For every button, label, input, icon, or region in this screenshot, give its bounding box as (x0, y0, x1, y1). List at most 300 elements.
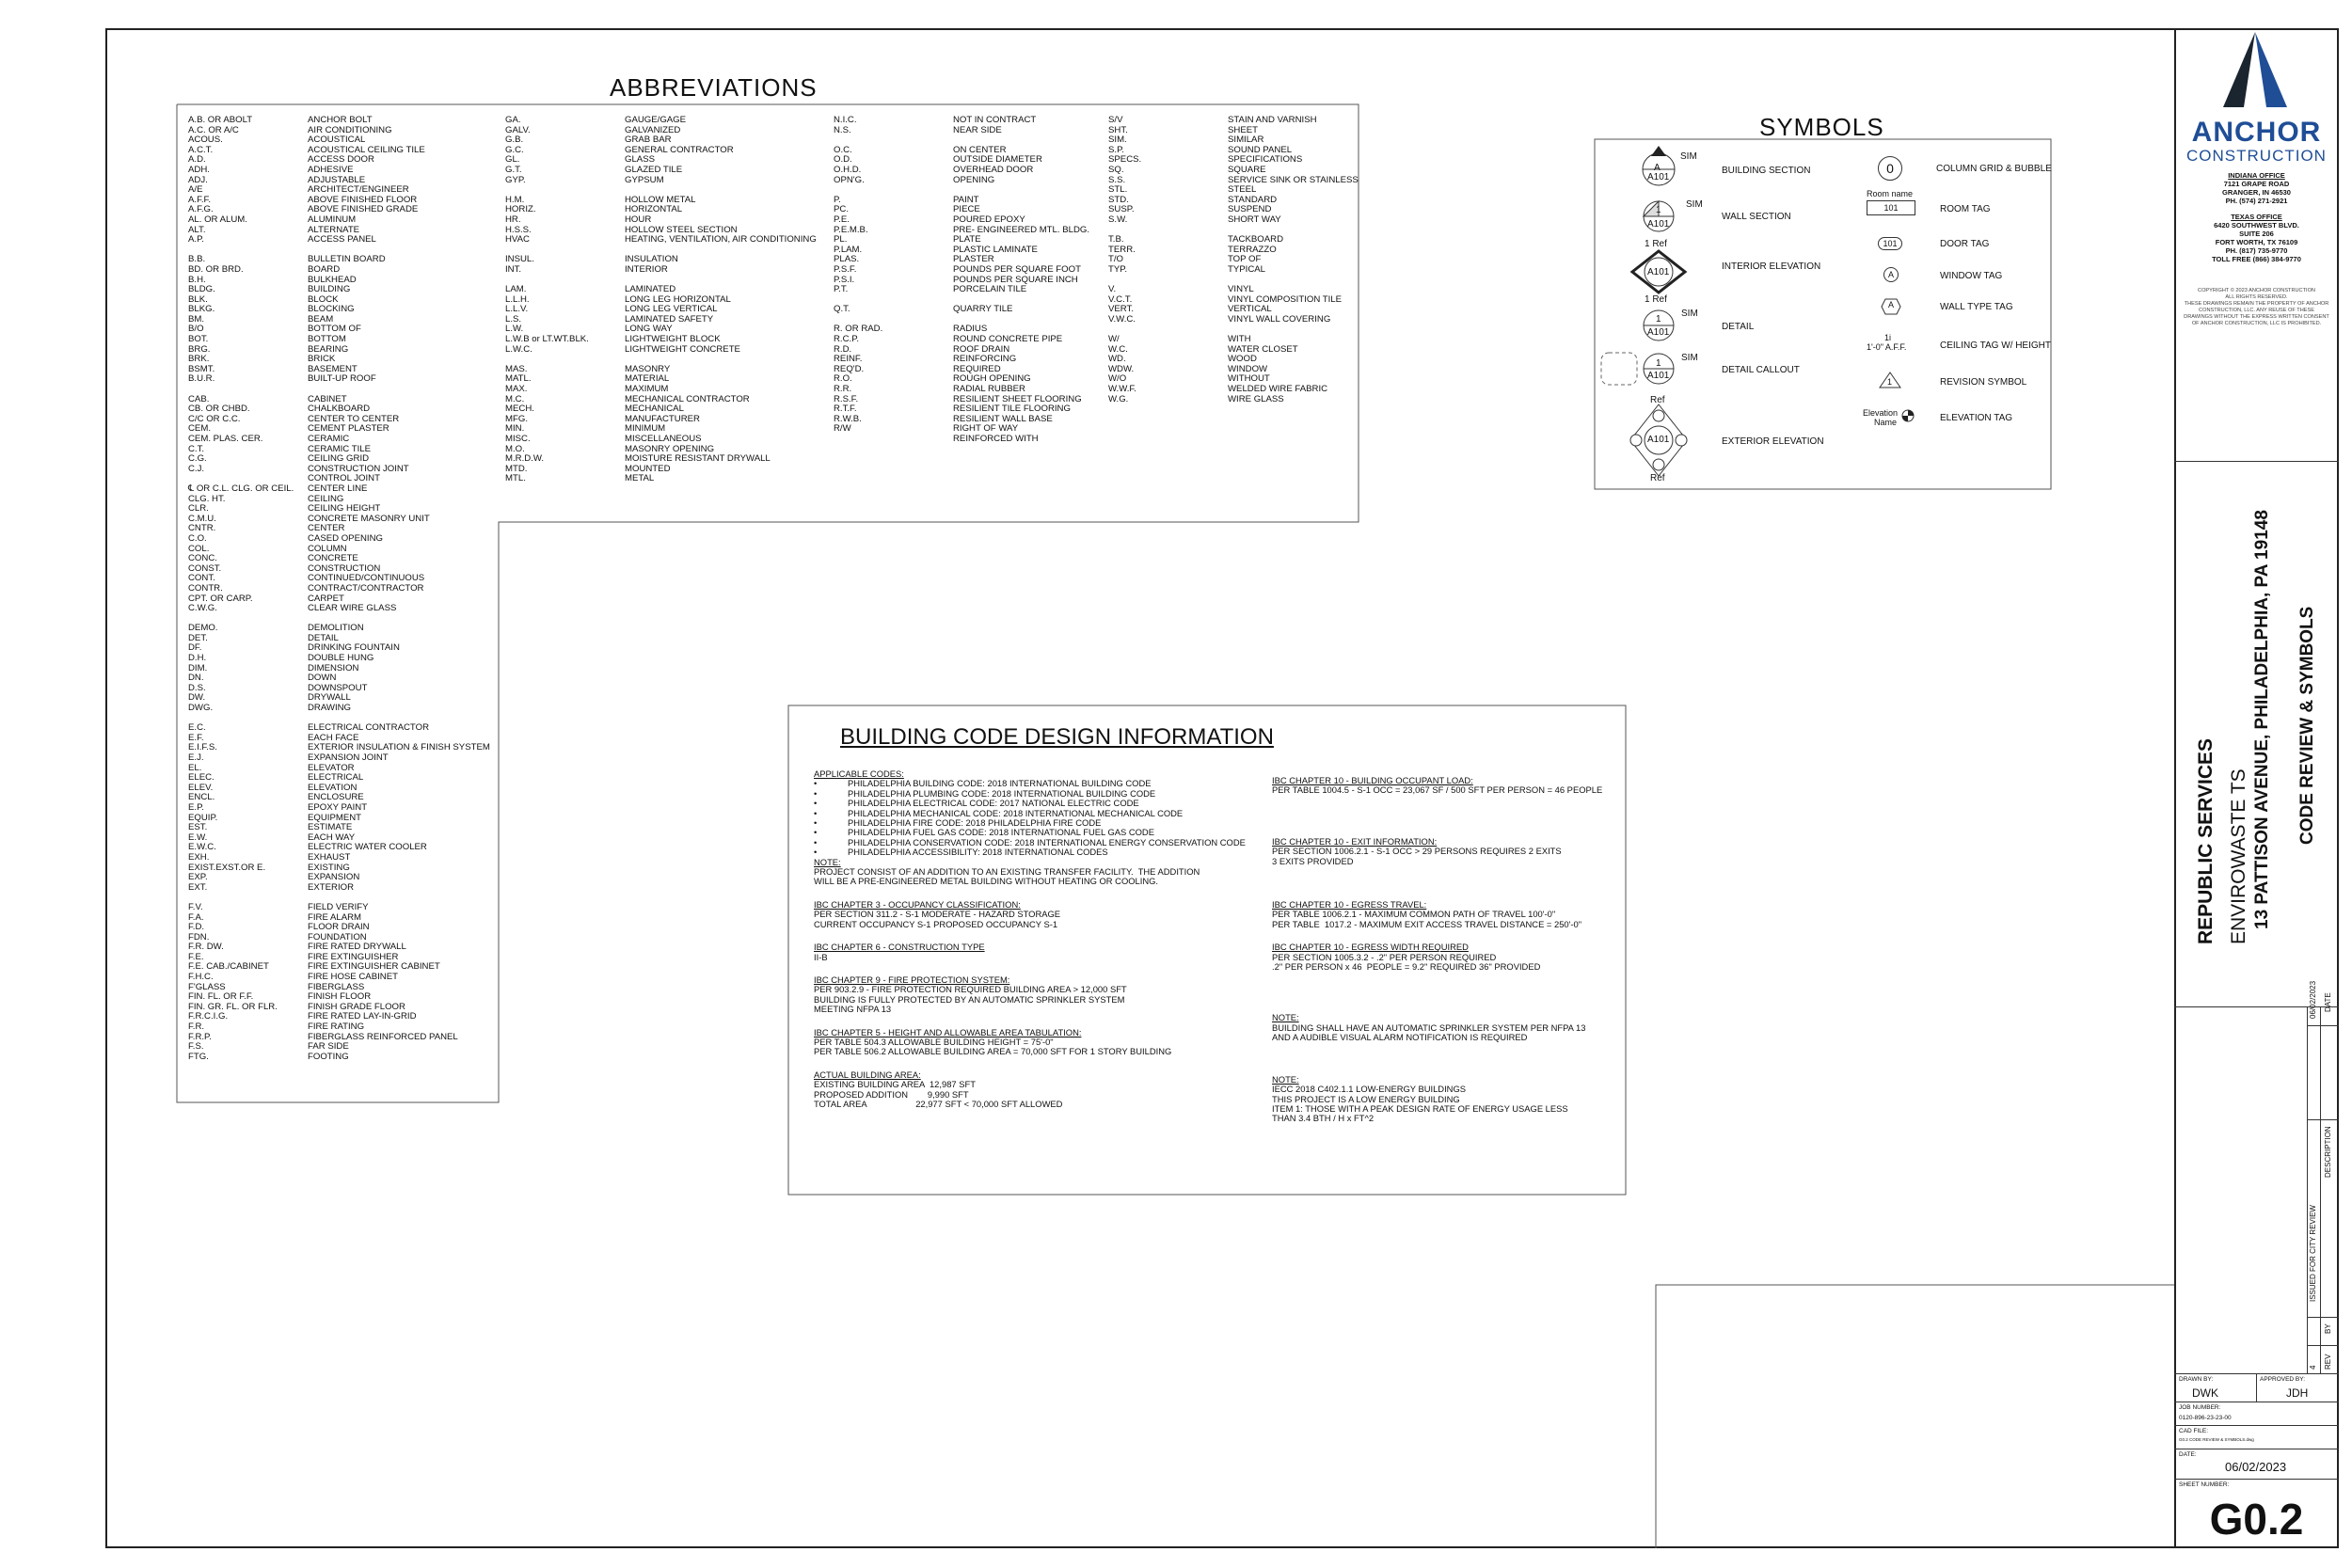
dc-tag-top: 1 (1656, 358, 1661, 369)
project-address: 13 PATTISON AVENUE, PHILADELPHIA, PA 19148 (2252, 510, 2272, 929)
abbreviation-entry: LONG WAY (625, 324, 673, 335)
abbreviation-entry: FIN. FL. OR F.F. (188, 991, 254, 1003)
abbreviation-entry: HORIZ. (505, 204, 536, 215)
abbreviation-entry: D.S. (188, 682, 206, 693)
abbreviation-entry: NEAR SIDE (953, 124, 1002, 135)
abbreviation-entry: E.F. (188, 732, 204, 743)
abbr-col3-codes (834, 116, 882, 435)
abbreviation-entry: EXISTING (308, 862, 350, 873)
abbreviation-entry: R.R. (834, 384, 852, 395)
detail-label: DETAIL (1722, 322, 1755, 332)
abbreviation-entry: BLDG. (188, 284, 215, 295)
abbreviation-entry: FTG. (188, 1051, 209, 1062)
texas-line: TOLL FREE (866) 384-9770 (2212, 255, 2301, 263)
abbreviation-entry: DRYWALL (308, 692, 351, 704)
abbreviation-entry: FINISH FLOOR (308, 991, 372, 1003)
abbreviation-entry: F.R. DW. (188, 942, 224, 953)
abbreviation-entry: B.U.R. (188, 373, 215, 385)
abbreviation-entry: CONC. (188, 553, 217, 564)
abbreviation-entry: ADJUSTABLE (308, 174, 366, 185)
abbreviation-entry: EXTERIOR (308, 881, 355, 893)
project-name: ENVIROWASTE TS (2228, 768, 2249, 944)
abbreviation-entry: L.W.C. (505, 343, 532, 355)
detail-callout-label: DETAIL CALLOUT (1722, 365, 1800, 375)
abbreviation-entry: MATERIAL (625, 373, 670, 385)
abbreviation-entry: EQUIP. (188, 812, 218, 823)
abbreviation-entry: MISC. (505, 434, 531, 444)
abbreviation-entry: W/ (1108, 334, 1120, 345)
abbreviation-entry: CONSTRUCTION JOINT (308, 463, 409, 474)
abbreviation-entry: V.W.C. (1108, 313, 1136, 325)
code-line: PHILADELPHIA ACCESSIBILITY: 2018 INTERNATIONAL CODES (848, 847, 1108, 858)
abbreviation-entry: HEATING, VENTILATION, AIR CONDITIONING (625, 234, 817, 245)
abbreviation-entry: REQ'D. (834, 363, 865, 374)
abbreviation-entry: FIRE ALARM (308, 911, 362, 923)
abbreviation-entry: POURED EPOXY (953, 214, 1025, 225)
rev-header-by: BY (2324, 1323, 2332, 1334)
drawn-by-label: DRAWN BY: (2179, 1376, 2214, 1383)
abbreviation-entry: SIM. (1108, 135, 1127, 146)
abbreviation-entry: P.S.F. (834, 263, 857, 275)
abbreviation-entry: F.E. CAB./CABINET (188, 961, 269, 973)
abbreviation-entry: ABOVE FINISHED FLOOR (308, 194, 418, 205)
abbreviation-entry: CABINET (308, 393, 347, 404)
abbreviation-entry: FLOOR DRAIN (308, 922, 370, 933)
spacer (1272, 866, 1611, 900)
code-line: PROJECT CONSIST OF AN ADDITION TO AN EXISTING TRANSFER FACILITY. THE ADDITION (814, 866, 1200, 878)
abbreviation-entry: GA. (505, 115, 521, 125)
abbreviation-entry: F.R. (188, 1022, 205, 1033)
abbreviation-entry: BOTTOM (308, 334, 346, 345)
abbreviation-entry: D.H. (188, 653, 207, 664)
abbreviation-entry: F.R.C.I.G. (188, 1011, 229, 1022)
abbreviation-entry: LAMINATED (625, 284, 676, 295)
dc-sim: SIM (1681, 353, 1698, 363)
abbreviation-entry: MFG. (505, 413, 528, 424)
code-section-heading: IBC CHAPTER 10 - EXIT INFORMATION: (1272, 835, 1438, 847)
abbreviation-entry: RADIAL RUBBER (953, 384, 1025, 395)
ie-ref-bottom: 1 Ref (1645, 294, 1667, 305)
abbreviation-entry: BULKHEAD (308, 274, 357, 285)
abbreviation-entry: ADJ. (188, 174, 208, 185)
abbreviation-entry: R.D. (834, 343, 852, 355)
spacer (814, 1057, 1256, 1070)
abbreviation-entry: CERAMIC TILE (308, 443, 371, 454)
abbreviation-entry: F.E. (188, 951, 204, 962)
abbreviation-entry: REINFORCING (953, 354, 1017, 365)
abbreviation-entry: ROOF DRAIN (953, 343, 1010, 355)
bs-sim: SIM (1680, 151, 1697, 162)
code-line: CURRENT OCCUPANCY S-1 PROPOSED OCCUPANCY S-1 (814, 918, 1058, 929)
abbreviation-entry: ELECTRICAL (308, 772, 364, 784)
code-line: PER 903.2.9 - FIRE PROTECTION REQUIRED BUILDING AREA > 12,000 SFT (814, 984, 1127, 995)
abbreviation-entry: C/C OR C.C. (188, 413, 241, 424)
code-section-heading: IBC CHAPTER 9 - FIRE PROTECTION SYSTEM: (814, 974, 1010, 985)
abbreviation-entry: HORIZONTAL (625, 204, 683, 215)
code-line: PHILADELPHIA CONSERVATION CODE: 2018 INTERNATIONAL ENERGY CONSERVATION CODE (848, 836, 1246, 847)
abbreviation-entry: B/O (188, 324, 204, 335)
abbreviation-entry: DOUBLE HUNG (308, 653, 374, 664)
bullet-icon: • (814, 827, 818, 838)
sheet-number-label: SHEET NUMBER: (2179, 1481, 2230, 1488)
tb-divider (2174, 1479, 2339, 1480)
code-line: PER TABLE 1017.2 - MAXIMUM EXIT ACCESS TRAVEL DISTANCE = 250'-0" (1272, 918, 1582, 929)
abbreviation-entry: ACCESS DOOR (308, 154, 374, 166)
abbreviation-entry: RESILIENT TILE FLOORING (953, 404, 1071, 415)
room-tag-label: ROOM TAG (1940, 204, 1991, 214)
abbreviation-entry: CONST. (188, 562, 222, 574)
date-label: DATE: (2179, 1451, 2197, 1458)
elevation-tag-icon (1900, 408, 1915, 423)
abbreviation-entry: CEM. PLAS. CER. (188, 434, 263, 444)
abbreviation-entry: A.F.F. (188, 194, 211, 205)
abbreviation-entry: INSULATION (625, 254, 678, 265)
abbreviation-entry: CEM. (188, 423, 211, 435)
abbreviation-entry: TYPICAL (1228, 263, 1265, 275)
code-line: PER TABLE 1006.2.1 - MAXIMUM COMMON PATH OF TRAVEL 100'-0" (1272, 909, 1556, 920)
code-section-heading: IBC CHAPTER 5 - HEIGHT AND ALLOWABLE AREA TABULATION: (814, 1026, 1082, 1037)
room-name-text: Room name (1867, 189, 1914, 198)
abbreviation-entry: POUNDS PER SQUARE INCH (953, 274, 1078, 285)
abbreviation-entry: T/O (1108, 254, 1123, 265)
code-line: THAN 3.4 BTH / H x FT^2 (1272, 1113, 1375, 1124)
abbreviation-entry: C.W.G. (188, 603, 217, 614)
abbreviation-entry: F.D. (188, 922, 205, 933)
abbreviation-entry: M.C. (505, 393, 525, 404)
abbreviation-entry: CB. OR CHBD. (188, 404, 250, 415)
bullet-icon: • (814, 807, 818, 818)
ie-ref-top: 1 Ref (1645, 239, 1667, 249)
abbreviation-entry: CARPET (308, 593, 344, 604)
abbreviation-entry: F.A. (188, 911, 204, 923)
abbreviation-entry: TERRAZZO (1228, 244, 1277, 255)
code-line: PER TABLE 504.3 ALLOWABLE BUILDING HEIGHT = 75'-0" (814, 1036, 1054, 1047)
code-line: PHILADELPHIA BUILDING CODE: 2018 INTERNATIONAL BUILDING CODE (848, 778, 1152, 789)
abbreviation-entry: CENTER LINE (308, 483, 368, 494)
abbreviation-entry: PORCELAIN TILE (953, 284, 1027, 295)
abbreviation-entry: WD. (1108, 354, 1126, 365)
abbreviation-entry: FIRE RATED DRYWALL (308, 942, 406, 953)
abbreviation-entry: BLOCKING (308, 304, 355, 315)
abbreviation-entry: CONT. (188, 573, 215, 584)
indiana-line: 7121 GRAPE ROAD (2223, 180, 2290, 188)
room-tag-box: 101 (1867, 200, 1915, 215)
code-line: IECC 2018 C402.1.1 LOW-ENERGY BUILDINGS (1272, 1084, 1466, 1095)
abbreviation-entry: W.G. (1108, 393, 1129, 404)
code-line: PER SECTION 1006.2.1 - S-1 OCC > 29 PERSONS REQUIRES 2 EXITS (1272, 846, 1562, 857)
abbreviation-entry: CONTR. (188, 582, 223, 594)
abbreviation-entry: LIGHTWEIGHT BLOCK (625, 334, 721, 345)
texas-label: TEXAS OFFICE (2231, 213, 2282, 221)
dt-tag-bottom: A101 (1647, 327, 1670, 338)
abbreviation-entry: C.M.U. (188, 513, 216, 524)
tb-divider (2174, 1425, 2339, 1426)
abbreviation-entry: P.E.M.B. (834, 224, 868, 235)
abbreviation-entry: INTERIOR (625, 263, 668, 275)
copyright-line: DRAWINGS WITHOUT THE EXPRESS WRITTEN CONSENT (2184, 314, 2329, 320)
abbreviation-entry: GENERAL CONTRACTOR (625, 144, 734, 155)
abbreviation-entry: QUARRY TILE (953, 304, 1013, 315)
abbreviation-entry: L.W. (505, 324, 524, 335)
abbreviation-entry: WDW. (1108, 363, 1135, 374)
abbreviation-entry: A/E (188, 184, 203, 196)
abbreviation-entry: MASONRY (625, 363, 671, 374)
abbreviation-entry: DET. (188, 632, 208, 643)
abbreviation-entry: BRK. (188, 354, 210, 365)
abbreviation-entry: VINYL COMPOSITION TILE (1228, 293, 1343, 305)
abbreviation-entry: N.S. (834, 124, 851, 135)
abbreviation-entry: METAL (625, 473, 655, 484)
abbreviation-entry: ELEVATION (308, 782, 358, 793)
abbreviation-entry: CPT. OR CARP. (188, 593, 253, 604)
abbreviation-entry: ELEV. (188, 782, 214, 793)
bullet-icon: • (814, 798, 818, 809)
abbreviation-entry: MINIMUM (625, 423, 666, 435)
exterior-elevation-label: EXTERIOR ELEVATION (1722, 436, 1824, 447)
abbreviation-entry: WATER CLOSET (1228, 343, 1298, 355)
abbreviation-entry: MIN. (505, 423, 525, 435)
abbreviation-entry: DN. (188, 673, 204, 684)
abbreviation-entry: SOUND PANEL (1228, 144, 1293, 155)
abbreviation-entry: F.H.C. (188, 972, 214, 983)
abbreviation-entry: CENTER TO CENTER (308, 413, 400, 424)
abbreviation-entry: SPECIFICATIONS (1228, 154, 1303, 166)
bullet-icon: • (814, 817, 818, 829)
code-line: PER SECTION 311.2 - S-1 MODERATE - HAZARD STORAGE (814, 909, 1061, 920)
abbreviation-entry: WINDOW (1228, 363, 1268, 374)
abbreviation-entry: TOP OF (1228, 254, 1262, 265)
abbreviation-entry: EXP. (188, 872, 208, 883)
abbreviation-entry: PLASTER (953, 254, 994, 265)
ie-tag: A101 (1647, 267, 1670, 277)
abbreviation-entry: ANCHOR BOLT (308, 115, 373, 125)
code-section-heading: IBC CHAPTER 3 - OCCUPANCY CLASSIFICATION: (814, 898, 1021, 910)
abbreviation-entry: FIRE RATING (308, 1022, 365, 1033)
abbreviation-entry: CONTRACT/CONTRACTOR (308, 582, 424, 594)
abbreviation-entry: MTD. (505, 463, 528, 474)
abbreviation-entry: RESILIENT WALL BASE (953, 413, 1053, 424)
code-line: PER SECTION 1005.3.2 - .2" PER PERSON REQUIRED (1272, 951, 1497, 962)
abbreviation-entry: FIRE EXTINGUISHER CABINET (308, 961, 440, 973)
abbreviation-entry: O.D. (834, 154, 852, 166)
abbreviation-entry: Q.T. (834, 304, 850, 315)
abbreviation-entry: F.S. (188, 1041, 204, 1053)
abbreviation-entry: CLEAR WIRE GLASS (308, 603, 397, 614)
abbreviation-entry: LONG LEG HORIZONTAL (625, 293, 731, 305)
code-section-heading: APPLICABLE CODES: (814, 768, 904, 779)
abbreviation-entry: P. (834, 194, 841, 205)
abbreviation-entry: ℄ OR C.L. CLG. OR CEIL. (188, 483, 294, 494)
spacer (814, 1015, 1256, 1028)
texas-line: 6420 SOUTHWEST BLVD. (2214, 221, 2299, 230)
abbreviation-entry: CONCRETE (308, 553, 358, 564)
wall-type-tag-label: WALL TYPE TAG (1940, 302, 2013, 312)
code-line (814, 847, 1256, 857)
code-line: EXISTING BUILDING AREA 12,987 SFT (814, 1079, 976, 1090)
abbreviation-entry: A.C.T. (188, 144, 214, 155)
code-line: 3 EXITS PROVIDED (1272, 855, 1354, 866)
abbreviation-entry: COLUMN (308, 543, 347, 554)
abbreviation-entry: GLAZED TILE (625, 164, 683, 175)
indiana-label: INDIANA OFFICE (2228, 171, 2285, 180)
rev-header-description: DESCRIPTION (2324, 1126, 2332, 1178)
abbreviation-entry: LAM. (505, 284, 527, 295)
code-line: PHILADELPHIA MECHANICAL CODE: 2018 INTERNATIONAL MECHANICAL CODE (848, 807, 1184, 818)
ee-ref-top: Ref (1650, 395, 1665, 405)
abbreviation-entry: R/W (834, 423, 851, 435)
bullet-icon: • (814, 836, 818, 847)
code-line: .2" PER PERSON x 46 PEOPLE = 9.2" REQUIRED 36" PROVIDED (1272, 961, 1541, 973)
abbreviation-entry: EXHAUST (308, 851, 351, 863)
abbreviation-entry: CLR. (188, 503, 209, 515)
abbreviation-entry: STL. (1108, 184, 1128, 196)
abbreviation-entry: W.C. (1108, 343, 1128, 355)
rev-row-line (2307, 1317, 2339, 1318)
door-tag-label: DOOR TAG (1940, 239, 1990, 249)
abbreviation-entry: MANUFACTURER (625, 413, 700, 424)
abbreviation-entry: W/O (1108, 373, 1127, 385)
abbreviation-entry: STEEL (1228, 184, 1257, 196)
abbr-col4-descriptions (1228, 116, 1359, 404)
abbreviation-entry: GALV. (505, 124, 531, 135)
abbreviation-entry: OUTSIDE DIAMETER (953, 154, 1042, 166)
abbreviation-entry: B.B. (188, 254, 206, 265)
abbreviation-entry: NOT IN CONTRACT (953, 115, 1037, 125)
code-section-heading: IBC CHAPTER 10 - EGRESS WIDTH REQUIRED (1272, 942, 1469, 953)
rev-row-line (2307, 1119, 2339, 1120)
code-line: TOTAL AREA 22,977 SFT < 70,000 SFT ALLOWED (814, 1098, 1063, 1109)
abbreviation-entry: BUILDING (308, 284, 351, 295)
code-line: PHILADELPHIA ELECTRICAL CODE: 2017 NATIONAL ELECTRIC CODE (848, 798, 1139, 809)
abbreviation-entry: A.B. OR ABOLT (188, 115, 253, 125)
texas-line: SUITE 206 (2239, 230, 2274, 238)
spacer (1272, 929, 1611, 942)
abbreviation-entry: BLK. (188, 293, 208, 305)
client-name: REPUBLIC SERVICES (2195, 738, 2217, 944)
sheet-number: G0.2 (2209, 1495, 2304, 1544)
abbreviation-entry: FIRE RATED LAY-IN-GRID (308, 1011, 417, 1022)
abbreviation-entry: ADH. (188, 164, 210, 175)
abbreviation-entry: BLKG. (188, 304, 215, 315)
abbreviation-entry: BM. (188, 313, 205, 325)
spacer (1272, 972, 1611, 1013)
column-grid-bubble: 0 (1878, 156, 1902, 181)
window-tag-bubble: A (1883, 267, 1899, 282)
abbreviation-entry: EPOXY PAINT (308, 801, 368, 813)
abbreviation-entry: BD. OR BRD. (188, 263, 244, 275)
abbreviation-entry: C.G. (188, 453, 207, 465)
abbreviation-entry: MECHANICAL CONTRACTOR (625, 393, 750, 404)
abbreviation-entry: REQUIRED (953, 363, 1001, 374)
abbreviation-entry: RIGHT OF WAY (953, 423, 1019, 435)
abbreviation-entry: O.H.D. (834, 164, 862, 175)
abbreviation-entry: DETAIL (308, 632, 339, 643)
code-line: PROPOSED ADDITION 9,990 SFT (814, 1088, 969, 1100)
abbreviation-entry: MAX. (505, 384, 528, 395)
code-line: PHILADELPHIA FIRE CODE: 2018 PHILADELPHIA FIRE CODE (848, 817, 1102, 829)
code-line: PER TABLE 506.2 ALLOWABLE BUILDING AREA = 70,000 SFT FOR 1 STORY BUILDING (814, 1046, 1172, 1057)
abbreviation-entry: SIMILAR (1228, 135, 1264, 146)
code-right-column (1272, 776, 1611, 1124)
abbreviation-entry: P.E. (834, 214, 850, 225)
bullet-icon: • (814, 778, 818, 789)
abbreviation-entry: BRG. (188, 343, 211, 355)
abbreviation-entry: V.C.T. (1108, 293, 1133, 305)
bs-tag-bottom: A101 (1647, 172, 1670, 182)
abbreviation-entry: F'GLASS (188, 981, 226, 992)
code-line: PHILADELPHIA PLUMBING CODE: 2018 INTERNATIONAL BUILDING CODE (848, 787, 1156, 799)
abbreviation-entry: INT. (505, 263, 522, 275)
abbreviation-entry: S/V (1108, 115, 1123, 125)
abbreviation-entry: ACOUS. (188, 135, 223, 146)
abbreviation-entry: CEILING GRID (308, 453, 370, 465)
bullet-icon: • (814, 847, 818, 858)
abbreviation-entry: VERT. (1108, 304, 1135, 315)
abbreviation-entry: G.C. (505, 144, 524, 155)
dt-sim: SIM (1681, 309, 1698, 319)
job-number-label: JOB NUMBER: (2179, 1404, 2221, 1411)
abbreviation-entry: ENCLOSURE (308, 792, 364, 803)
abbreviation-entry: ON CENTER (953, 144, 1007, 155)
code-left-column (814, 769, 1256, 1109)
cad-file-value: G0.2 CODE REVIEW & SYMBOLS.dwg (2179, 1437, 2254, 1442)
abbreviation-entry: PAINT (953, 194, 979, 205)
abbreviation-entry: BULLETIN BOARD (308, 254, 386, 265)
abbreviation-entry: EACH FACE (308, 732, 359, 743)
abbreviation-entry: CENTER (308, 523, 345, 534)
ee-ref-bottom: Ref (1650, 473, 1665, 483)
abbreviation-entry: DEMO. (188, 623, 218, 634)
indiana-line: PH. (574) 271-2921 (2225, 197, 2288, 205)
abbreviation-entry: BOTTOM OF (308, 324, 361, 335)
dt-tag-top: 1 (1656, 314, 1661, 325)
abbreviation-entry: H.M. (505, 194, 525, 205)
abbreviation-entry: CONTROL JOINT (308, 473, 380, 484)
abbreviation-entry: CEILING HEIGHT (308, 503, 381, 515)
abbreviation-entry: CEILING (308, 493, 344, 504)
abbreviation-entry: LIGHTWEIGHT CONCRETE (625, 343, 740, 355)
abbreviation-entry: MAXIMUM (625, 384, 669, 395)
abbreviation-entry: GYPSUM (625, 174, 664, 185)
abbreviation-entry: COL. (188, 543, 210, 554)
abbreviation-entry: A.D. (188, 154, 206, 166)
abbreviation-entry: LONG LEG VERTICAL (625, 304, 718, 315)
abbreviation-entry: AL. OR ALUM. (188, 214, 247, 225)
abbreviation-entry: MISCELLANEOUS (625, 434, 702, 444)
sheet-title: CODE REVIEW & SYMBOLS (2297, 606, 2317, 845)
abbreviation-entry: FIELD VERIFY (308, 901, 369, 912)
building-section-label: BUILDING SECTION (1722, 166, 1811, 176)
abbreviation-entry: PL. (834, 234, 848, 245)
abbreviation-entry: C.T. (188, 443, 205, 454)
abbreviation-entry: ROUGH OPENING (953, 373, 1031, 385)
abbreviation-entry: R.C.P. (834, 334, 860, 345)
spacer (814, 929, 1256, 942)
bullet-icon: • (814, 787, 818, 799)
spacer (1272, 796, 1611, 837)
abbreviation-entry: TYP. (1108, 263, 1128, 275)
abbreviation-entry: SHT. (1108, 124, 1128, 135)
elevation-name-line2: Name (1874, 418, 1898, 427)
abbreviation-entry: SHEET (1228, 124, 1258, 135)
abbreviation-entry: R.T.F. (834, 404, 857, 415)
revision-date: 06/02/2023 (2309, 980, 2317, 1019)
abbreviation-entry: R.S.F. (834, 393, 859, 404)
abbreviation-entry: WITHOUT (1228, 373, 1270, 385)
rev-header-date: DATE (2324, 992, 2332, 1012)
abbreviation-entry: T.B. (1108, 234, 1124, 245)
copyright-notice (2179, 288, 2334, 327)
